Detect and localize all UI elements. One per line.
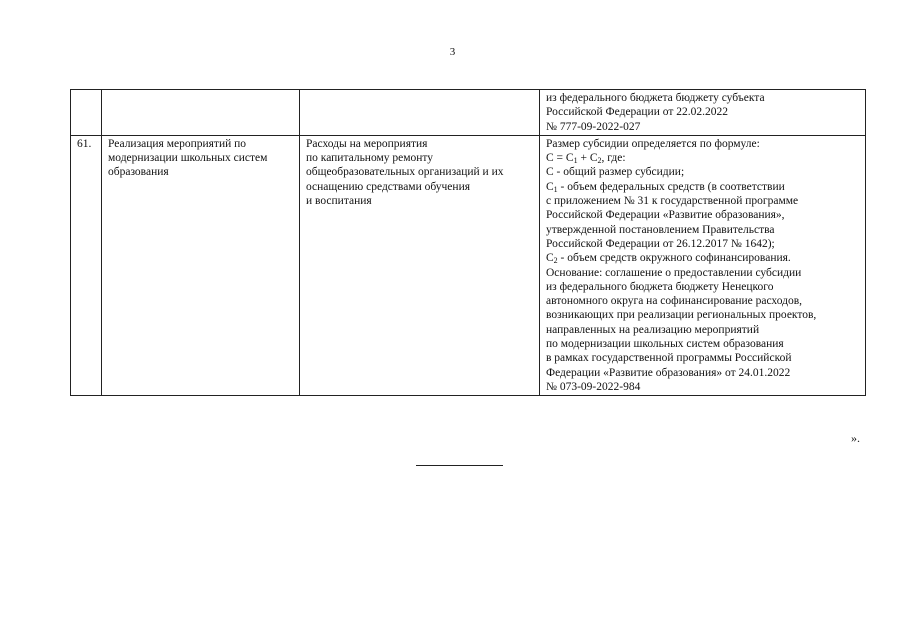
c2-definition [546, 251, 861, 265]
table-row-continuation [71, 90, 866, 136]
formula [546, 151, 861, 165]
formula-intro: Размер субсидии определяется по формуле: [546, 137, 760, 150]
grounds-line: автономного округа на софинансирование расходов, [546, 295, 803, 308]
c1-line: Российской Федерации от 26.12.2017 № 1642); [546, 237, 775, 250]
c1-symbol: С [546, 180, 554, 193]
formula-plus: + С [577, 152, 598, 165]
expense-line: оснащению средствами обучения [306, 180, 471, 193]
c1-text: - объем федеральных средств (в соответствии [557, 180, 785, 193]
c1-line: Российской Федерации «Развитие образования», [546, 209, 785, 222]
cell-basis [540, 90, 866, 136]
c2-symbol: С [546, 252, 554, 265]
expense-line: по капитальному ремонту [306, 152, 434, 165]
c1-subscript: 1 [553, 184, 558, 194]
basis-line: № 777-09-2022-027 [546, 120, 641, 133]
expense-line: и воспитания [306, 195, 372, 208]
page-number: 3 [449, 46, 456, 58]
grounds-line: возникающих при реализации региональных проектов, [546, 309, 817, 322]
cell-number [71, 90, 102, 136]
grounds-line: из федерального бюджета бюджету Ненецкого [546, 280, 774, 293]
grounds-line: Основание: соглашение о предоставлении субсидии [546, 266, 802, 279]
expense-line: Расходы на мероприятия [306, 137, 428, 150]
c2-subscript: 2 [553, 256, 558, 266]
cell-expense [300, 135, 540, 395]
grounds-line: направленных на реализацию мероприятий [546, 323, 760, 336]
c1-definition [546, 180, 861, 194]
name-line: образования [108, 166, 169, 179]
c1-line: утвержденной постановлением Правительства [546, 223, 775, 236]
formula-subscript: 2 [597, 156, 602, 166]
expense-line: общеобразовательных организаций и их [306, 166, 504, 179]
table-row-61 [71, 135, 866, 395]
c-definition: С - общий размер субсидии; [546, 166, 685, 179]
name-line: Реализация мероприятий по [108, 137, 247, 150]
c1-line: с приложением № 31 к государственной программе [546, 195, 799, 208]
grounds-line: в рамках государственной программы Российской [546, 352, 792, 365]
formula-subscript: 1 [573, 156, 578, 166]
cell-name [102, 135, 300, 395]
basis-line: из федерального бюджета бюджету субъекта [546, 92, 765, 104]
grounds-line: Федерации «Развитие образования» от 24.01.2022 [546, 366, 791, 379]
cell-name [102, 90, 300, 136]
end-of-document-rule [416, 465, 503, 466]
c2-text: - объем средств окружного софинансирования. [557, 252, 791, 265]
grounds-line: № 073-09-2022-984 [546, 380, 641, 393]
formula-tail: , где: [601, 152, 626, 165]
cell-basis [540, 135, 866, 395]
cell-expense [300, 90, 540, 136]
closing-quote: ». [851, 431, 860, 445]
grounds-line: по модернизации школьных систем образования [546, 338, 784, 351]
name-line: модернизации школьных систем [108, 152, 268, 165]
cell-number: 61. [71, 135, 102, 395]
subsidy-table [70, 89, 866, 396]
basis-line: Российской Федерации от 22.02.2022 [546, 106, 728, 119]
formula-lhs: С = С [546, 152, 574, 165]
